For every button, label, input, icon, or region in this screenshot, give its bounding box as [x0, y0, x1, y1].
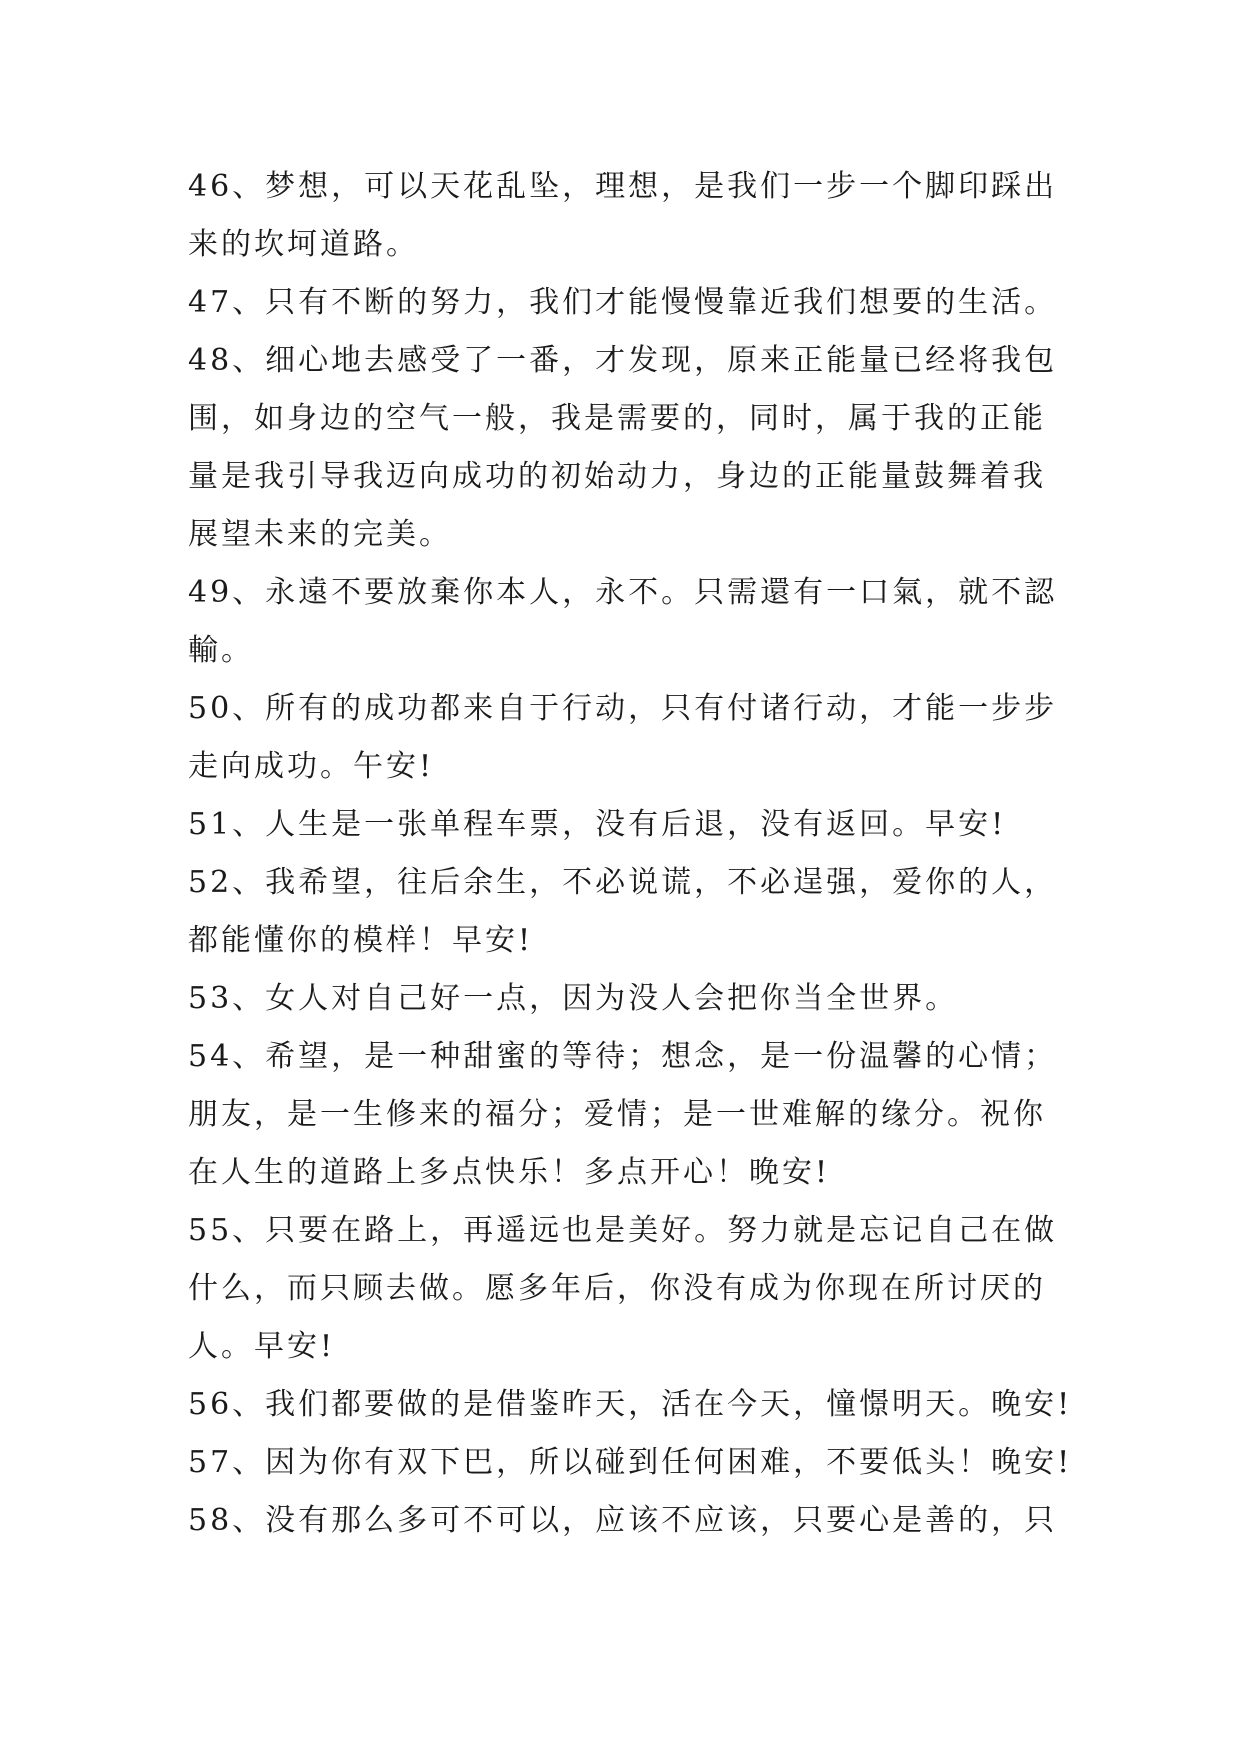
document-body: [188, 158, 1073, 1550]
text-line: 人。早安!: [188, 1329, 336, 1364]
text-line: 49、永遠不要放棄你本人，永不。只需還有一口氣，就不認: [188, 575, 1058, 610]
text-line: 56、我们都要做的是借鉴昨天，活在今天，憧憬明天。晚安!: [188, 1387, 1073, 1422]
text-line: 46、梦想，可以天花乱坠，理想，是我们一步一个脚印踩出: [188, 169, 1058, 204]
text-line: 55、只要在路上，再遥远也是美好。努力就是忘记自己在做: [188, 1213, 1058, 1248]
text-line: 展望未来的完美。: [188, 517, 452, 552]
text-line: 量是我引导我迈向成功的初始动力，身边的正能量鼓舞着我: [188, 459, 1046, 494]
text-line: 围，如身边的空气一般，我是需要的，同时，属于我的正能: [188, 401, 1046, 436]
text-line: 来的坎坷道路。: [188, 227, 419, 262]
text-line: 50、所有的成功都来自于行动，只有付诸行动，才能一步步: [188, 691, 1058, 726]
text-line: 都能懂你的模样！早安!: [188, 923, 534, 958]
text-line: 什么，而只顾去做。愿多年后，你没有成为你现在所讨厌的: [188, 1271, 1046, 1306]
text-line: 在人生的道路上多点快乐！多点开心！晚安!: [188, 1155, 831, 1190]
text-line: 48、细心地去感受了一番，才发现，原来正能量已经将我包: [188, 343, 1058, 378]
text-line: 58、没有那么多可不可以，应该不应该，只要心是善的，只: [188, 1503, 1058, 1538]
text-line: 輸。: [188, 633, 254, 668]
text-line: 53、女人对自己好一点，因为没人会把你当全世界。: [188, 981, 959, 1016]
text-line: 51、人生是一张单程车票，没有后退，没有返回。早安!: [188, 807, 1007, 842]
text-line: 走向成功。午安!: [188, 749, 435, 784]
text-line: 朋友，是一生修来的福分；爱情；是一世难解的缘分。祝你: [188, 1097, 1046, 1132]
text-line: 54、希望，是一种甜蜜的等待；想念，是一份温馨的心情；: [188, 1039, 1058, 1074]
text-line: 47、只有不断的努力，我们才能慢慢靠近我们想要的生活。: [188, 285, 1058, 320]
text-line: 57、因为你有双下巴，所以碰到任何困难，不要低头！晚安!: [188, 1445, 1073, 1480]
text-line: 52、我希望，往后余生，不必说谎，不必逞强，爱你的人，: [188, 865, 1058, 900]
